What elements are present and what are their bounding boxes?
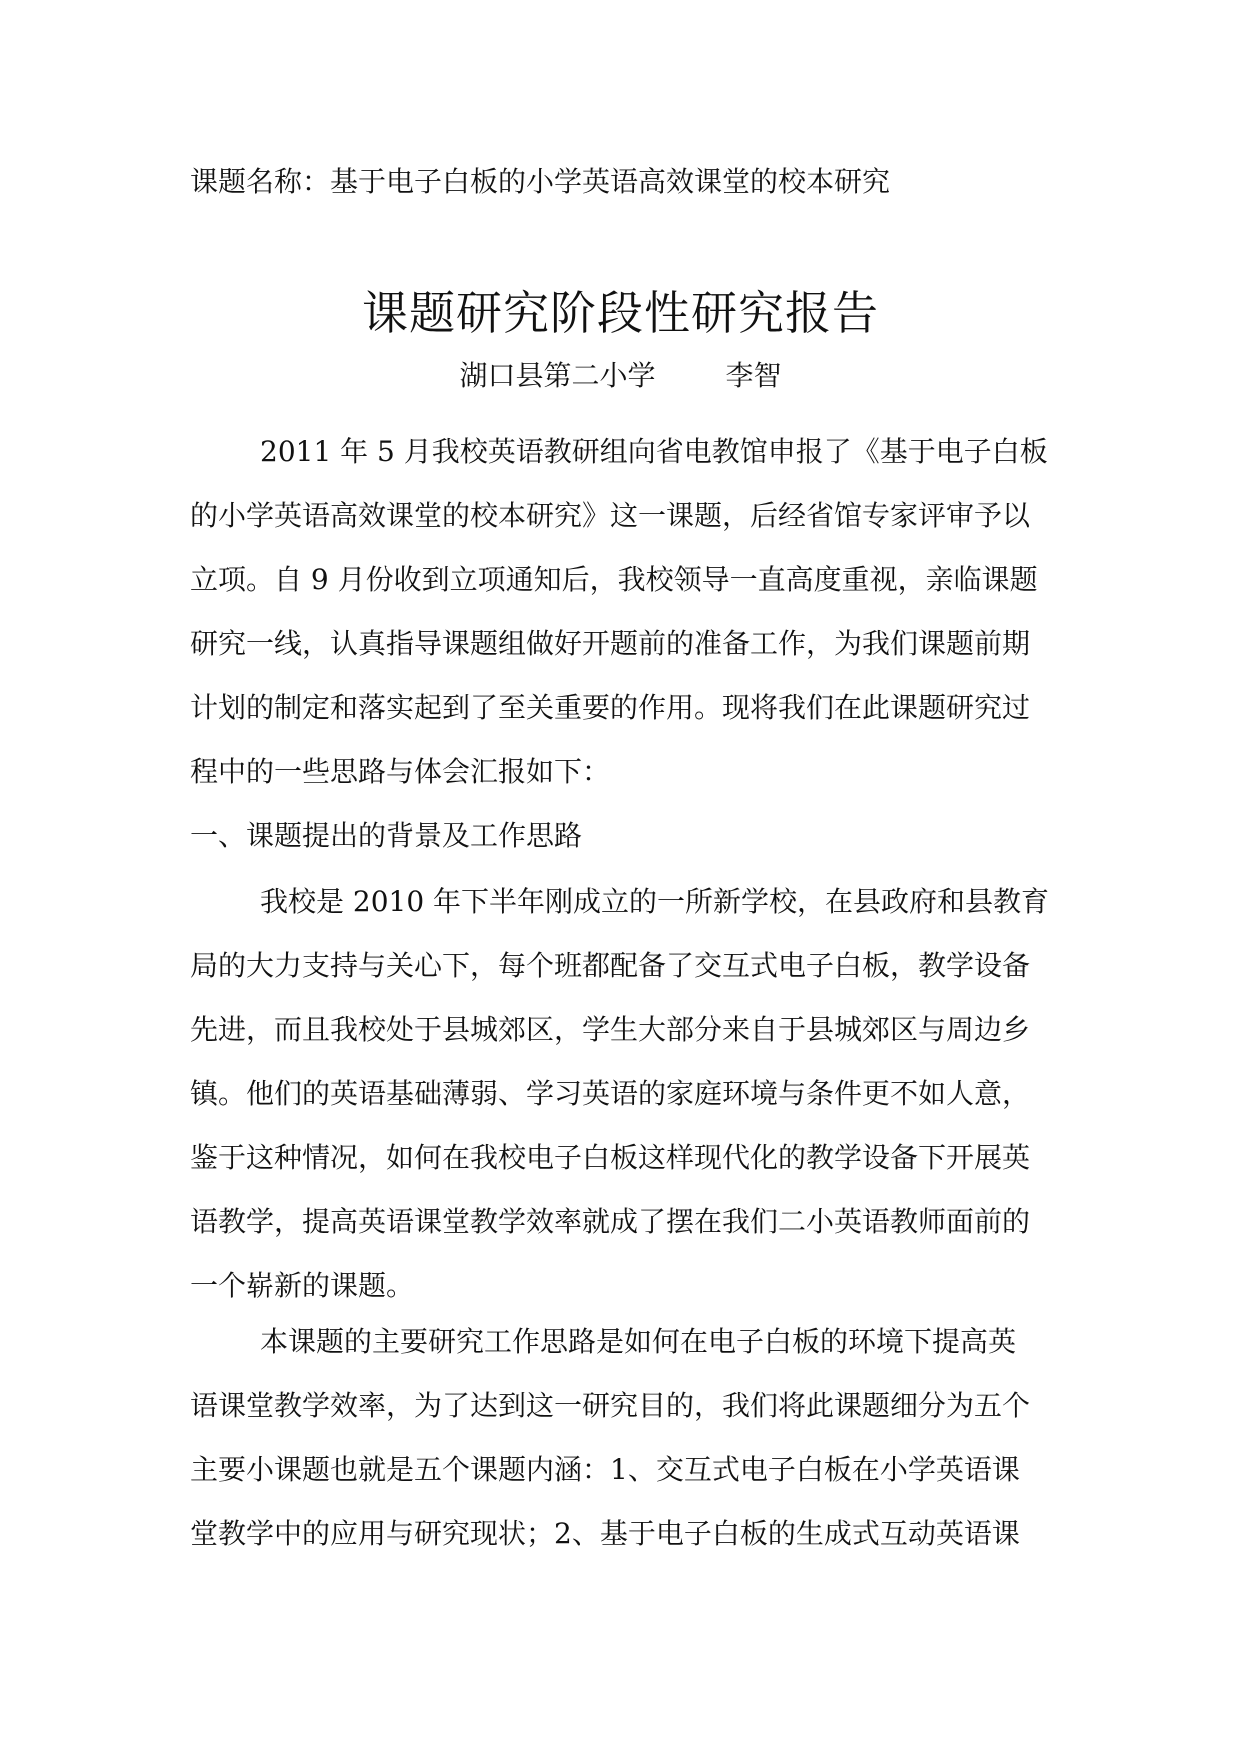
paragraph-work-approach: [190, 1310, 1070, 1566]
paragraph-line: 本课题的主要研究工作思路是如何在电子白板的环境下提高英: [260, 1325, 1017, 1358]
paragraph-line: 镇。他们的英语基础薄弱、学习英语的家庭环境与条件更不如人意，: [190, 1077, 1031, 1110]
paragraph-line: 局的大力支持与关心下，每个班都配备了交互式电子白板，教学设备: [190, 949, 1031, 982]
paragraph-line: 语教学，提高英语课堂教学效率就成了摆在我们二小英语教师面前的: [190, 1205, 1031, 1238]
paragraph-line: 研究一线，认真指导课题组做好开题前的准备工作，为我们课题前期: [190, 627, 1031, 660]
paragraph-line: 一个崭新的课题。: [190, 1269, 415, 1302]
paragraph-intro: [190, 420, 1070, 804]
paragraph-line: 语课堂教学效率，为了达到这一研究目的，我们将此课题细分为五个: [190, 1389, 1031, 1422]
section-heading: [190, 804, 1070, 868]
paragraph-line: 我校是 2010 年下半年刚成立的一所新学校，在县政府和县教育: [260, 885, 1050, 918]
paragraph-line: 堂教学中的应用与研究现状；2、基于电子白板的生成式互动英语课: [190, 1517, 1020, 1550]
paragraph-line: 的小学英语高效课堂的校本研究》这一课题，后经省馆专家评审予以: [190, 499, 1031, 532]
paragraph-line: 立项。自 9 月份收到立项通知后，我校领导一直高度重视，亲临课题: [190, 563, 1038, 596]
report-title: 课题研究阶段性研究报告: [362, 286, 879, 340]
section-heading-text: 一、课题提出的背景及工作思路: [190, 819, 583, 852]
paragraph-line: 2011 年 5 月我校英语教研组向省电教馆申报了《基于电子白板: [260, 435, 1048, 468]
paragraph-background: [190, 870, 1070, 1318]
paragraph-line: 先进，而且我校处于县城郊区，学生大部分来自于县城郊区与周边乡: [190, 1013, 1031, 1046]
author-name: 李智: [725, 359, 782, 392]
subject-line: 课题名称：基于电子白板的小学英语高效课堂的校本研究: [190, 165, 891, 198]
paragraph-line: 鉴于这种情况，如何在我校电子白板这样现代化的教学设备下开展英: [190, 1141, 1031, 1174]
paragraph-line: 主要小课题也就是五个课题内涵：1、交互式电子白板在小学英语课: [190, 1453, 1020, 1486]
school-name: 湖口县第二小学: [459, 359, 656, 392]
paragraph-line: 程中的一些思路与体会汇报如下：: [190, 755, 611, 788]
paragraph-line: 计划的制定和落实起到了至关重要的作用。现将我们在此课题研究过: [190, 691, 1031, 724]
byline: [0, 356, 1241, 396]
